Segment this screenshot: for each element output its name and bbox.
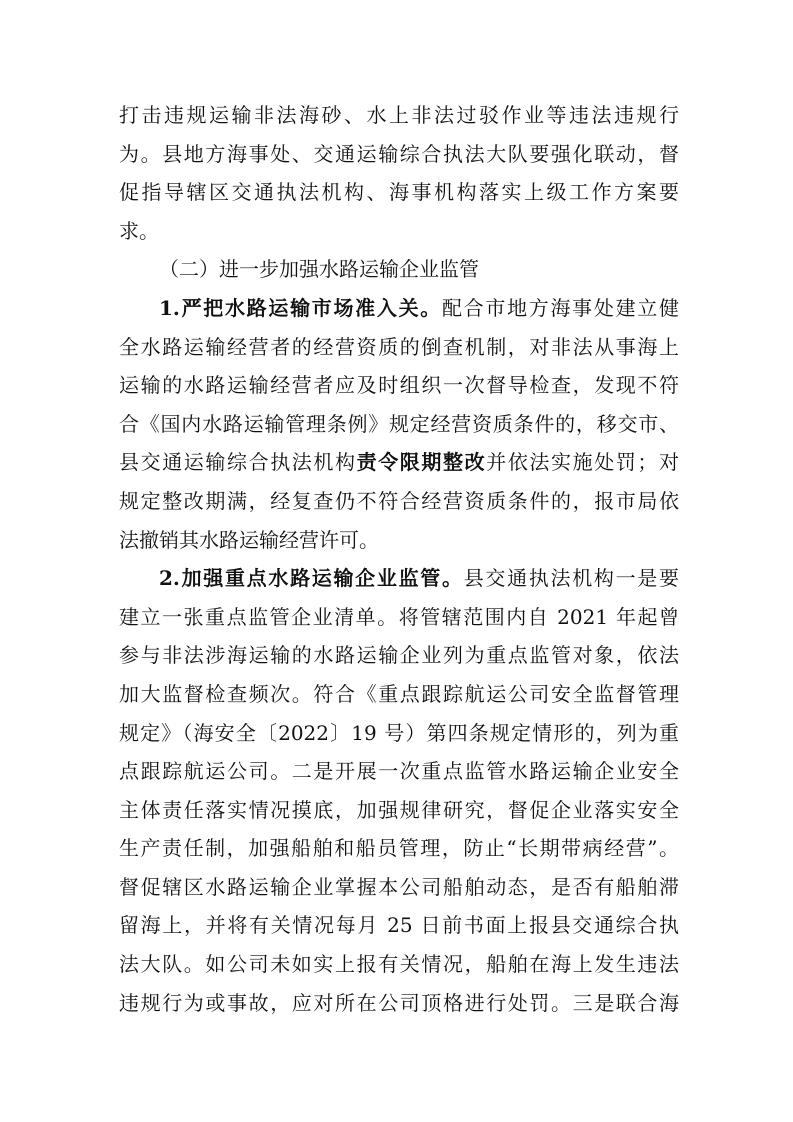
- text-line: [119, 405, 679, 444]
- item-heading: 1.严把水路运输市场准入关。: [159, 295, 442, 320]
- text-line: [119, 366, 679, 405]
- text-line: [119, 945, 679, 984]
- line-text: 县交通执法机构一是要: [463, 566, 679, 591]
- line-text: 合《国内水路运输管理条例》规定经营资质条件的，移交市、: [119, 411, 679, 436]
- text-line: [119, 328, 679, 367]
- text-line: [119, 984, 679, 1023]
- line-text: 违规行为或事故，应对所在公司顶格进行处罚。三是联合海: [119, 990, 679, 1015]
- text-line: [119, 135, 679, 174]
- line-text: 并依法实施处罚；对: [486, 450, 679, 475]
- line-text: 留海上，并将有关情况每月 25 日前书面上报县交通综合执: [119, 913, 679, 938]
- text-line: [119, 906, 679, 945]
- line-text: 法大队。如公司未如实上报有关情况，船舶在海上发生违法: [119, 952, 679, 977]
- line-text: 全水路运输经营者的经营资质的倒查机制，对非法从事海上: [119, 334, 679, 359]
- text-line: [119, 598, 679, 637]
- line-text: 规定整改期满，经复查仍不符合经营资质条件的，报市局依: [119, 488, 679, 513]
- line-text: 求。: [119, 218, 159, 243]
- text-line: [119, 559, 679, 598]
- text-line: [119, 829, 679, 868]
- text-line: [119, 521, 679, 560]
- line-text: 点跟踪航运公司。二是开展一次重点监管水路运输企业安全: [119, 759, 679, 784]
- text-line: [119, 636, 679, 675]
- text-line: [119, 791, 679, 830]
- line-text: 运输的水路运输经营者应及时组织一次督导检查，发现不符: [119, 373, 679, 398]
- text-line: [119, 96, 679, 135]
- line-text: 县交通运输综合执法机构: [119, 450, 357, 475]
- line-text: 规定》（海安全〔2022〕19 号）第四条规定情形的，列为重: [119, 720, 679, 745]
- text-line: [119, 714, 679, 753]
- text-line: [119, 289, 679, 328]
- text-line: [119, 675, 679, 714]
- document-page: [119, 96, 679, 1022]
- text-line: [119, 752, 679, 791]
- text-line: [119, 443, 679, 482]
- item-heading: 2.加强重点水路运输企业监管。: [159, 566, 464, 591]
- section-heading: [119, 250, 679, 289]
- section-heading-text: （二）进一步加强水路运输企业监管: [159, 257, 479, 282]
- text-line: [119, 212, 679, 251]
- emphasis-text: 责令限期整改: [356, 450, 487, 475]
- line-text: 加大监督检查频次。符合《重点跟踪航运公司安全监督管理: [119, 681, 679, 706]
- text-line: [119, 868, 679, 907]
- line-text: 主体责任落实情况摸底，加强规律研究，督促企业落实安全: [119, 797, 679, 822]
- line-text: 配合市地方海事处建立健: [441, 295, 679, 320]
- text-line: [119, 173, 679, 212]
- line-text: 建立一张重点监管企业清单。将管辖范围内自 2021 年起曾: [119, 604, 679, 629]
- line-text: 为。县地方海事处、交通运输综合执法大队要强化联动，督: [119, 141, 679, 166]
- line-text: 法撤销其水路运输经营许可。: [119, 527, 379, 552]
- line-text: 生产责任制，加强船舶和船员管理，防止“长期带病经营”。: [119, 836, 679, 861]
- line-text: 参与非法涉海运输的水路运输企业列为重点监管对象，依法: [119, 643, 679, 668]
- line-text: 打击违规运输非法海砂、水上非法过驳作业等违法违规行: [119, 103, 679, 127]
- text-line: [119, 482, 679, 521]
- line-text: 促指导辖区交通执法机构、海事机构落实上级工作方案要: [119, 180, 679, 205]
- line-text: 督促辖区水路运输企业掌握本公司船舶动态，是否有船舶滞: [119, 874, 679, 899]
